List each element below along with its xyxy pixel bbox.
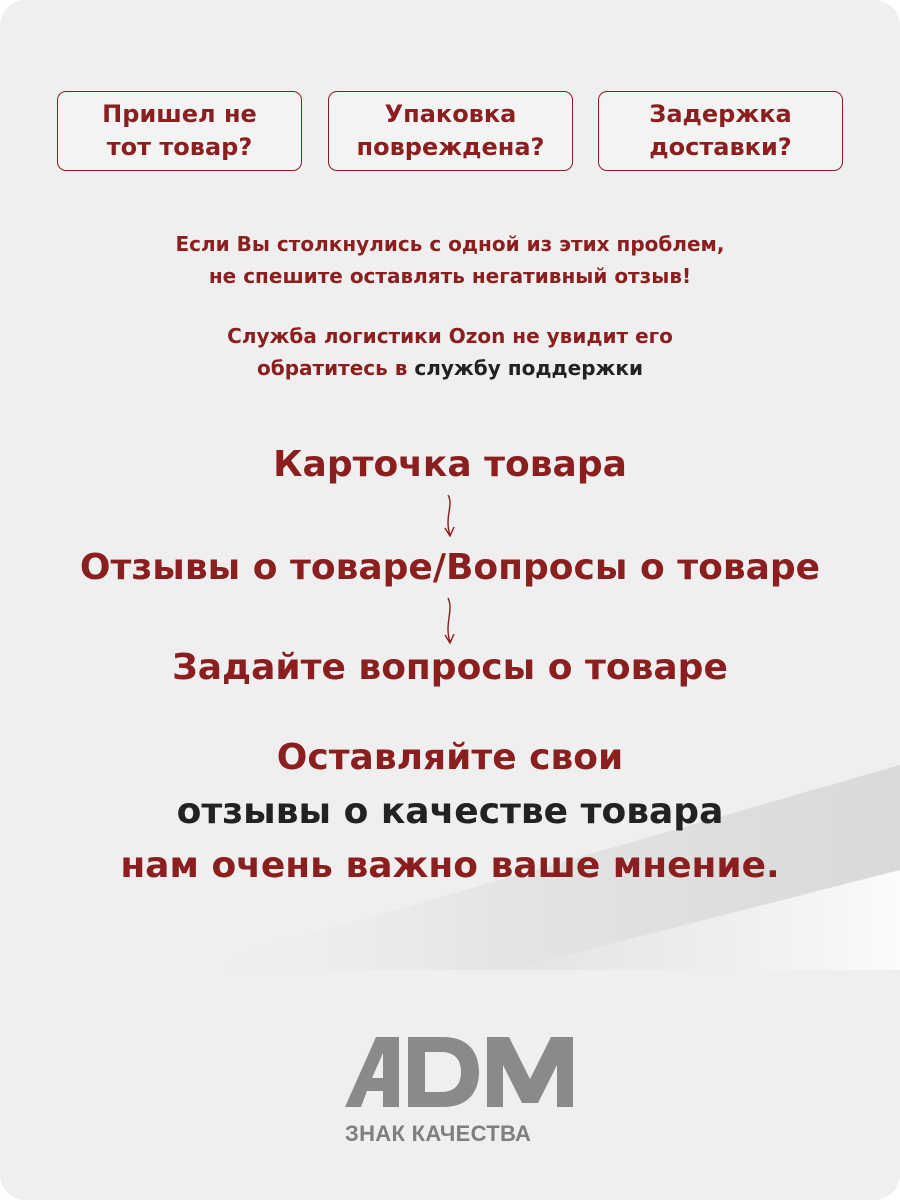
question-delivery-delay-line1: Задержка — [649, 100, 792, 128]
support-link[interactable]: службу поддержки — [414, 356, 644, 380]
notice-line-3: Служба логистики Ozon не увидит его — [227, 324, 673, 348]
step-product-card: Карточка товара — [273, 444, 627, 485]
closing-line-3: нам очень важно ваше мнение. — [120, 845, 780, 886]
question-damaged-package-line2: повреждена? — [356, 133, 545, 161]
question-delivery-delay-button[interactable] — [598, 91, 843, 171]
closing-line-1: Оставляйте свои — [276, 737, 624, 778]
question-damaged-package-button[interactable] — [328, 91, 573, 171]
down-arrow-icon — [438, 493, 462, 539]
question-delivery-delay-line2: доставки? — [649, 133, 792, 161]
notice-line-4-prefix: обратитесь в — [256, 356, 408, 380]
question-wrong-item-line1: Пришел не — [102, 100, 257, 128]
adm-logo — [345, 1035, 575, 1109]
down-arrow-icon — [438, 596, 462, 646]
notice-line-4 — [0, 352, 900, 384]
step-reviews-questions: Отзывы о товаре/Вопросы о товаре — [79, 547, 821, 588]
notice-line-1: Если Вы столкнулись с одной из этих проблем, — [175, 232, 725, 256]
closing-line-2: отзывы о качестве товара — [176, 791, 724, 832]
question-damaged-package-line1: Упаковка — [384, 100, 517, 128]
question-wrong-item-button[interactable] — [57, 91, 302, 171]
notice-line-2: не спешите оставлять негативный отзыв! — [208, 264, 692, 288]
question-wrong-item-line2: тот товар? — [106, 133, 253, 161]
step-ask-questions: Задайте вопросы о товаре — [172, 647, 728, 688]
logo-tagline: ЗНАК КАЧЕСТВА — [345, 1121, 532, 1146]
